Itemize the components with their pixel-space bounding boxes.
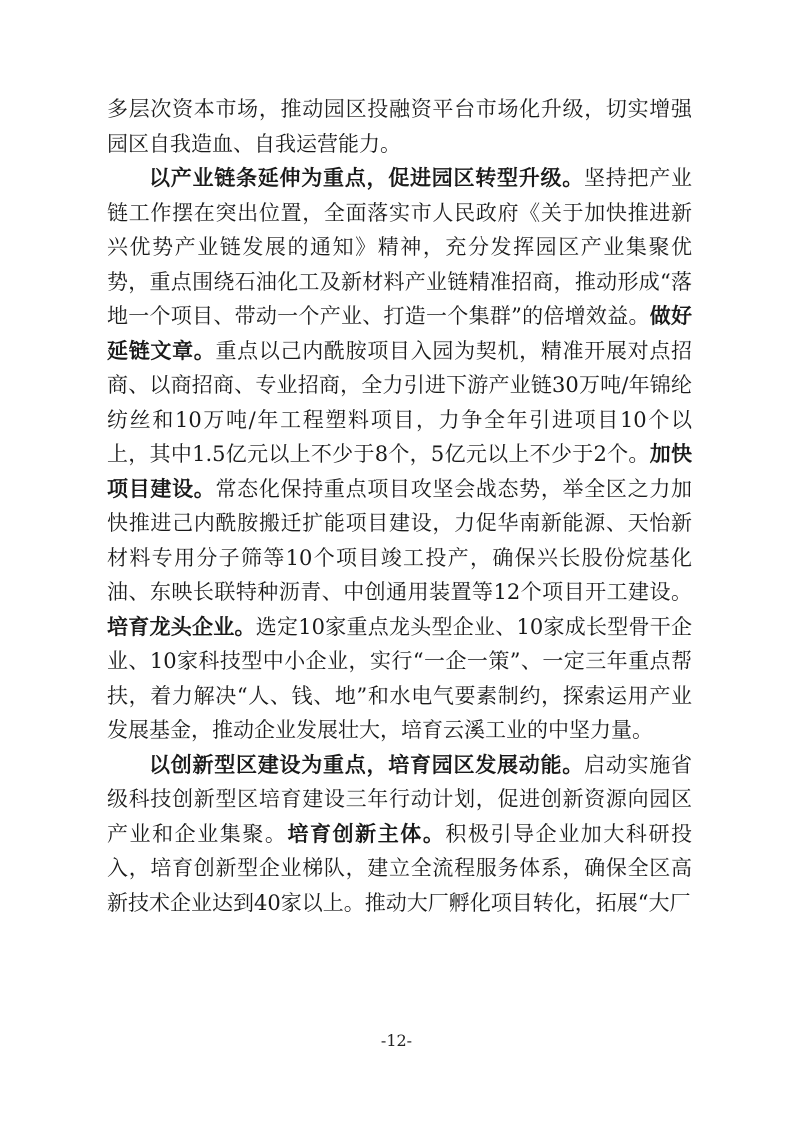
body-text (107, 92, 692, 920)
page-number: -12- (380, 1031, 413, 1050)
paragraph-industry-chain (107, 161, 692, 748)
paragraph-heading: 以创新型区建设为重点，培育园区发展动能。 (149, 752, 584, 777)
paragraph-heading: 以产业链条延伸为重点，促进园区转型升级。 (149, 166, 584, 190)
paragraph-text: 启动实施省级科技创新型区培育建设三年行动计划，促进创新资源向园区产业和企业集聚。 (107, 752, 692, 846)
paragraph-text: 常态化保持重点项目攻坚会战态势，举全区之力加快推进己内酰胺搬迁扩能项目建设，力促华南新能源、天怡新材料专用分子筛等10个项目竣工投产，确保兴长股份烷基化油、东映长联特种沥青、中创通用装置等12个项目开工建设。 (107, 476, 693, 604)
keyword-heading: 做好延链文章。 (107, 304, 693, 363)
keyword-heading: 加快项目建设。 (107, 442, 692, 501)
paragraph-text: 选定10家重点龙头型企业、10家成长型骨干企业、10家科技型中小企业，实行“一企一策”、一定三年重点帮扶，着力解决“人、钱、地”和水电气要素制约，探索运用产业发展基金，推动企业发展壮大，培育云溪工业的中坚力量。 (107, 614, 692, 742)
paragraph-continuation (107, 92, 692, 161)
keyword-heading: 培育龙头企业。 (107, 614, 256, 639)
continuation-text: 多层次资本市场，推动园区投融资平台市场化升级，切实增强园区自我造血、自我运营能力。 (107, 97, 692, 156)
paragraph-text: 重点以己内酰胺项目入园为契机，精准开展对点招商、以商招商、专业招商，全力引进下游产业链30万吨/年锦纶纺丝和10万吨/年工程塑料项目，力争全年引进项目10个以上，其中1.5亿元以上不少于8个，5亿元以上不少于2个。 (107, 338, 693, 466)
paragraph-innovation (107, 748, 692, 921)
paragraph-text: 坚持把产业链工作摆在突出位置，全面落实市人民政府《关于加快推进新兴优势产业链发展的通知》精神，充分发挥园区产业集聚优势，重点围绕石油化工及新材料产业链精准招商，推动形成“落地一个项目、带动一个产业、打造一个集群”的倍增效益。 (107, 166, 692, 328)
keyword-heading: 培育创新主体。 (287, 821, 446, 846)
paragraph-text: 积极引导企业加大科研投入，培育创新型企业梯队，建立全流程服务体系，确保全区高新技术企业达到40家以上。推动大厂孵化项目转化，拓展“大厂 (107, 821, 693, 915)
